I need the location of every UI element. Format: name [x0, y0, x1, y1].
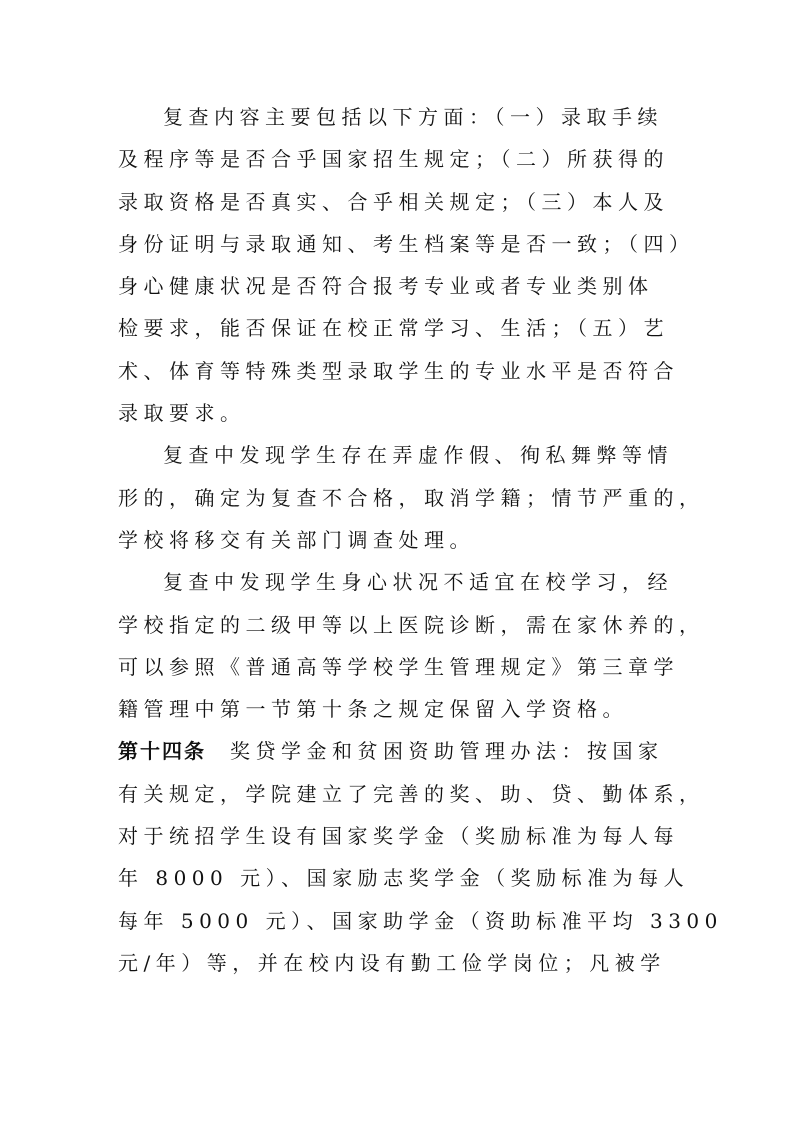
paragraph-line: 有关规定，学院建立了完善的奖、助、贷、勤体系，: [118, 781, 705, 806]
document-body: [118, 96, 723, 984]
paragraph-line: 及程序等是否合乎国家招生规定；（二）所获得的: [118, 147, 669, 172]
paragraph-line: 身份证明与录取通知、考生档案等是否一致；（四）: [118, 231, 695, 256]
paragraph-line: 复查内容主要包括以下方面：（一）录取手续: [163, 105, 663, 129]
article-heading-line: [118, 730, 678, 772]
paragraph-line: 复查中发现学生存在弄虚作假、徇私舞弊等情: [163, 443, 673, 468]
paragraph-line: 术、体育等特殊类型录取学生的专业水平是否符合: [118, 358, 679, 383]
paragraph-line: 形的，确定为复查不合格，取消学籍；情节严重的，: [118, 485, 705, 510]
paragraph-line: 对于统招学生设有国家奖学金（奖励标准为每人每: [118, 824, 679, 849]
paragraph-line: 录取资格是否真实、合乎相关规定；（三）本人及: [118, 189, 669, 214]
paragraph-line: 可以参照《普通高等学校学生管理规定》第三章学: [118, 654, 679, 679]
paragraph-line: 年 8000 元）、国家励志奖学金（奖励标准为每人: [118, 866, 690, 891]
paragraph-line: 学校将移交有关部门调查处理。: [118, 527, 475, 552]
paragraph-line: 录取要求。: [118, 401, 246, 426]
paragraph-line: 检要求，能否保证在校正常学习、生活；（五）艺: [118, 316, 669, 341]
paragraph-line: 身心健康状况是否符合报考专业或者专业类别体: [118, 274, 654, 299]
paragraph-line: 每年 5000 元）、国家助学金（资助标准平均 3300: [118, 908, 723, 933]
paragraph-line: 复查中发现学生身心状况不适宜在校学习，经: [163, 570, 673, 595]
article-number: 第十四条: [118, 739, 206, 764]
paragraph-line: 元/年）等，并在校内设有勤工俭学岗位；凡被学: [118, 950, 666, 975]
paragraph-line: 籍管理中第一节第十条之规定保留入学资格。: [118, 697, 628, 722]
paragraph-line: 学校指定的二级甲等以上医院诊断，需在家休养的，: [118, 612, 705, 637]
article-text: 奖贷学金和贫困资助管理办法：按国家: [230, 739, 664, 764]
